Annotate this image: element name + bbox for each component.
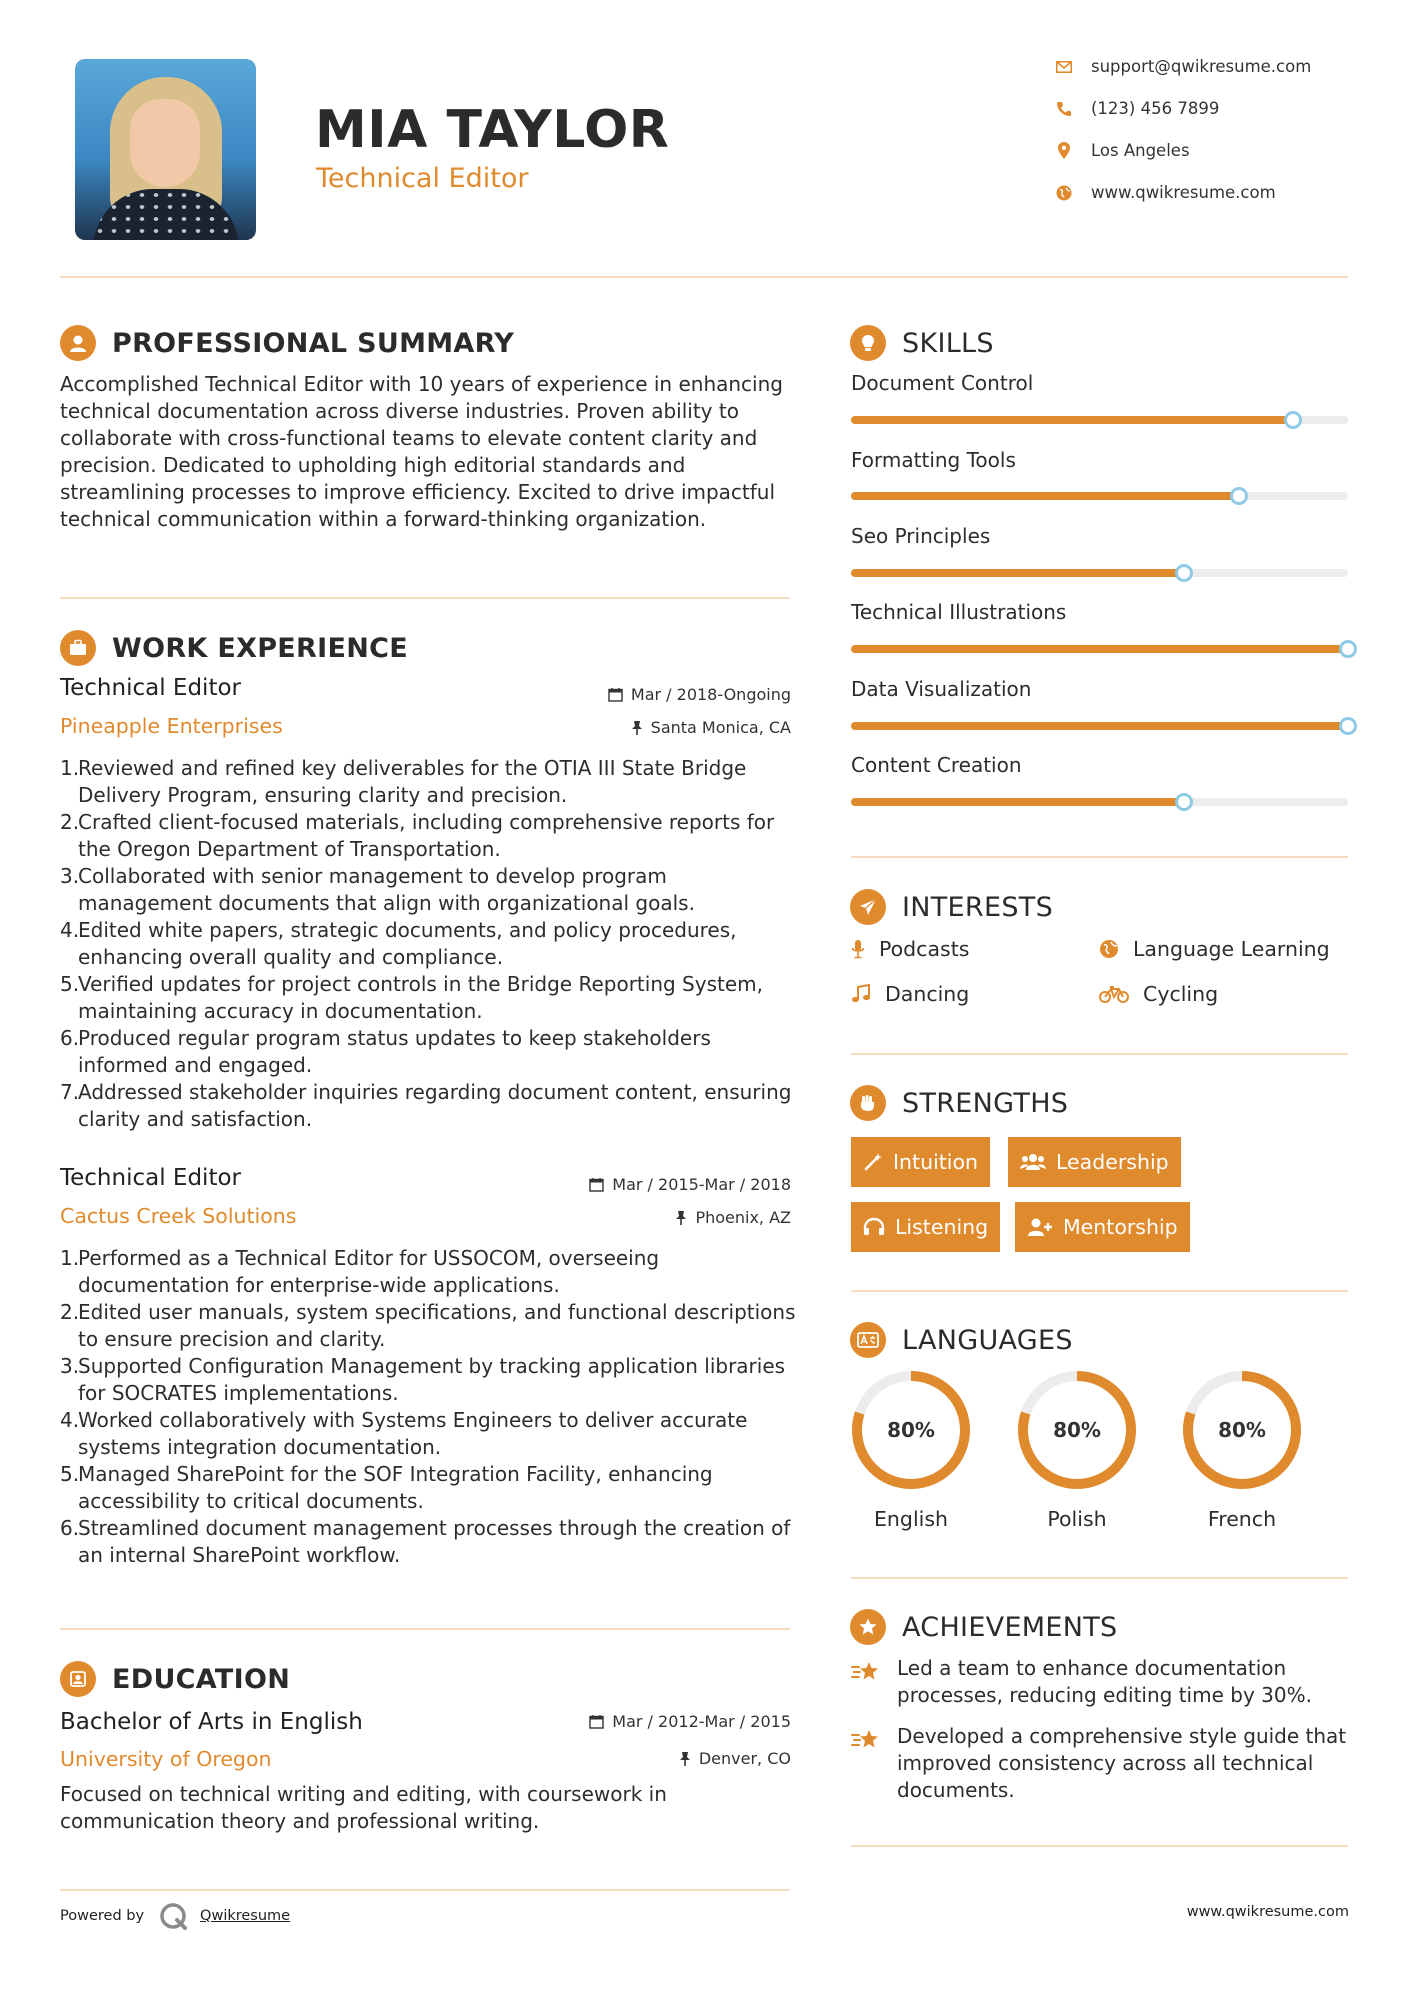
- education-degree: Bachelor of Arts in English: [60, 1709, 363, 1735]
- envelope-icon: [1055, 58, 1073, 76]
- education-school: University of Oregon: [60, 1747, 272, 1771]
- interest-dancing: Dancing: [851, 982, 969, 1006]
- contact-website-text: www.qwikresume.com: [1091, 183, 1276, 202]
- language-english: [850, 1369, 972, 1531]
- job-1-dates: [608, 685, 791, 704]
- skill-bar: [851, 492, 1348, 500]
- education-location: [679, 1749, 791, 1768]
- language-percent: 80%: [887, 1418, 935, 1442]
- graduation-icon: [60, 1661, 96, 1697]
- user-icon: [60, 325, 96, 361]
- experience-divider: [60, 1628, 790, 1630]
- list-item: 4. Edited white papers, strategic documents, and policy procedures, enhancing overall quality and compliance.: [60, 918, 737, 969]
- skill-slider-handle: [1284, 411, 1302, 429]
- job-2-company: Cactus Creek Solutions: [60, 1204, 297, 1228]
- list-item: 5. Managed SharePoint for the SOF Integration Facility, enhancing accessibility to critical documents.: [60, 1462, 713, 1513]
- headphones-icon: [863, 1217, 885, 1237]
- bicycle-icon: [1099, 984, 1129, 1004]
- interest-cycling: Cycling: [1099, 982, 1218, 1006]
- list-item: 7. Addressed stakeholder inquiries regarding document content, ensuring clarity and satisfaction.: [60, 1080, 792, 1131]
- strength-tag-listening: Listening: [851, 1202, 1000, 1252]
- interest-language-learning: Language Learning: [1099, 937, 1330, 961]
- footer-powered-by: [60, 1901, 290, 1931]
- skills-divider: [851, 856, 1348, 858]
- education-heading: [60, 1661, 290, 1697]
- skill-name: Document Control: [851, 371, 1034, 395]
- skill-slider-handle: [1339, 717, 1357, 735]
- shooting-star-icon: [851, 1727, 883, 1751]
- briefcase-icon: [60, 630, 96, 666]
- list-item: 6. Produced regular program status updates to keep stakeholders informed and engaged.: [60, 1026, 711, 1077]
- skills-title: SKILLS: [902, 327, 994, 359]
- job-1-title: Technical Editor: [60, 675, 241, 701]
- language-name: English: [873, 1507, 949, 1531]
- skill-bar: [851, 569, 1348, 577]
- list-item: 1. Performed as a Technical Editor for USSOCOM, overseeing documentation for enterprise-wide applications.: [60, 1246, 660, 1297]
- contact-website[interactable]: [1055, 183, 1276, 202]
- footer-website[interactable]: www.qwikresume.com: [1186, 1904, 1349, 1920]
- list-item: 4. Worked collaboratively with Systems Engineers to deliver accurate systems integration documentation.: [60, 1408, 748, 1459]
- skill-slider-handle: [1175, 793, 1193, 811]
- list-item: 3. Collaborated with senior management to develop program management documents that align with organizational goals.: [60, 864, 695, 915]
- pushpin-icon: [631, 720, 643, 735]
- education-dates: [589, 1712, 791, 1731]
- music-note-icon: [851, 984, 871, 1004]
- profile-photo: [75, 59, 256, 240]
- language-polish: [1016, 1369, 1138, 1531]
- job-1-location: [631, 718, 791, 737]
- globe-icon: [1055, 184, 1073, 202]
- summary-heading: [60, 325, 514, 361]
- language-percent: 80%: [1218, 1418, 1266, 1442]
- education-title: EDUCATION: [112, 1663, 291, 1695]
- job-2-bullets: [60, 1245, 800, 1569]
- skill-name: Technical Illustrations: [851, 600, 1067, 624]
- skill-slider-handle: [1230, 487, 1248, 505]
- strength-tag-leadership: Leadership: [1008, 1137, 1181, 1187]
- microphone-icon: [851, 939, 865, 959]
- job-2-title: Technical Editor: [60, 1165, 241, 1191]
- language-name: Polish: [1047, 1507, 1107, 1531]
- interests-divider: [851, 1053, 1348, 1055]
- job-1-location-text: Santa Monica, CA: [650, 718, 791, 737]
- qwikresume-link[interactable]: Qwikresume: [200, 1908, 291, 1924]
- list-item: 6. Streamlined document management processes through the creation of an internal SharePoint workflow.: [60, 1516, 791, 1567]
- achievements-heading: [850, 1609, 1118, 1645]
- header-divider: [60, 276, 1348, 278]
- experience-heading: [60, 630, 408, 666]
- job-2-dates: [589, 1175, 791, 1194]
- skill-name: Content Creation: [851, 753, 1022, 777]
- language-percent: 80%: [1053, 1418, 1101, 1442]
- qwikresume-logo-icon: [158, 1901, 188, 1931]
- skill-bar: [851, 722, 1348, 730]
- job-2-location: [675, 1208, 791, 1227]
- achievement-item: Developed a comprehensive style guide that improved consistency across all technical documents.: [851, 1723, 1348, 1804]
- job-2-dates-text: Mar / 2015-Mar / 2018: [612, 1175, 791, 1194]
- fist-icon: [850, 1085, 886, 1121]
- contact-phone-text: (123) 456 7899: [1091, 99, 1220, 118]
- powered-by-label: Powered by: [60, 1908, 145, 1924]
- education-dates-text: Mar / 2012-Mar / 2015: [612, 1712, 791, 1731]
- education-text: Focused on technical writing and editing, with coursework in communication theory and professional writing.: [60, 1782, 667, 1833]
- job-2-location-text: Phoenix, AZ: [695, 1208, 791, 1227]
- languages-title: LANGUAGES: [902, 1324, 1073, 1356]
- skill-name: Seo Principles: [851, 524, 991, 548]
- contact-location-text: Los Angeles: [1091, 141, 1190, 160]
- interests-title: INTERESTS: [902, 891, 1054, 923]
- job-1-company: Pineapple Enterprises: [60, 714, 283, 738]
- list-item: 5. Verified updates for project controls in the Bridge Reporting System, maintaining accuracy in documentation.: [60, 972, 763, 1023]
- strengths-heading: [850, 1085, 1068, 1121]
- languages-divider: [851, 1577, 1348, 1579]
- strengths-divider: [851, 1290, 1348, 1292]
- achievements-divider: [851, 1845, 1348, 1847]
- globe-icon: [1099, 939, 1119, 959]
- contact-email[interactable]: [1055, 57, 1311, 76]
- star-icon: [850, 1609, 886, 1645]
- pushpin-icon: [679, 1751, 691, 1766]
- candidate-role: Technical Editor: [316, 163, 529, 194]
- skill-bar: [851, 416, 1348, 424]
- list-item: 1. Reviewed and refined key deliverables for the OTIA III State Bridge Delivery Program, ensuring clarity and precision.: [60, 756, 747, 807]
- contact-phone[interactable]: [1055, 99, 1219, 118]
- summary-title: PROFESSIONAL SUMMARY: [112, 327, 515, 359]
- contact-email-text: support@qwikresume.com: [1091, 57, 1312, 76]
- summary-divider: [60, 597, 790, 599]
- magic-wand-icon: [863, 1152, 883, 1172]
- list-item: 3. Supported Configuration Management by tracking application libraries for SOCRATES implementations.: [60, 1354, 786, 1405]
- lightbulb-icon: [850, 325, 886, 361]
- skill-bar: [851, 798, 1348, 806]
- job-1-bullets: [60, 755, 800, 1133]
- summary-text: Accomplished Technical Editor with 10 years of experience in enhancing technical documentation across diverse industries. Proven ability to collaborate with cross-functional teams to elevate content clarity and precision. Dedicated to upholding high editorial standards and streamlining processes to improve efficiency. Excited to drive impactful technical communication within a forward-thinking organization.: [60, 372, 783, 531]
- phone-icon: [1055, 100, 1073, 118]
- education-location-text: Denver, CO: [698, 1749, 791, 1768]
- calendar-icon: [589, 1177, 604, 1192]
- calendar-icon: [589, 1714, 604, 1729]
- job-1-dates-text: Mar / 2018-Ongoing: [630, 685, 791, 704]
- languages-heading: [850, 1322, 1073, 1358]
- skill-slider-handle: [1339, 640, 1357, 658]
- skill-bar: [851, 645, 1348, 653]
- user-plus-icon: [1027, 1217, 1053, 1237]
- calendar-icon: [608, 687, 623, 702]
- language-name: French: [1207, 1507, 1277, 1531]
- candidate-name: MIA TAYLOR: [315, 100, 670, 160]
- skill-name: Formatting Tools: [851, 448, 1016, 472]
- experience-title: WORK EXPERIENCE: [112, 632, 408, 664]
- interest-podcasts: Podcasts: [851, 937, 969, 961]
- language-french: [1181, 1369, 1303, 1531]
- achievement-item: Led a team to enhance documentation processes, reducing editing time by 30%.: [851, 1655, 1348, 1709]
- achievements-title: ACHIEVEMENTS: [902, 1611, 1118, 1643]
- strength-tag-mentorship: Mentorship: [1015, 1202, 1190, 1252]
- education-divider: [60, 1889, 790, 1891]
- language-icon: [850, 1322, 886, 1358]
- skill-slider-handle: [1175, 564, 1193, 582]
- list-item: 2. Crafted client-focused materials, including comprehensive reports for the Oregon Department of Transportation.: [60, 810, 775, 861]
- map-pin-icon: [1055, 142, 1073, 160]
- skills-heading: [850, 325, 994, 361]
- skill-name: Data Visualization: [851, 677, 1032, 701]
- group-icon: [1020, 1152, 1046, 1172]
- contact-location: [1055, 141, 1190, 160]
- shooting-star-icon: [851, 1659, 883, 1683]
- interests-heading: [850, 889, 1053, 925]
- strengths-title: STRENGTHS: [902, 1087, 1069, 1119]
- pushpin-icon: [675, 1210, 687, 1225]
- paper-plane-icon: [850, 889, 886, 925]
- list-item: 2. Edited user manuals, system specifications, and functional descriptions to ensure precision and clarity.: [60, 1300, 796, 1351]
- strength-tag-intuition: Intuition: [851, 1137, 990, 1187]
